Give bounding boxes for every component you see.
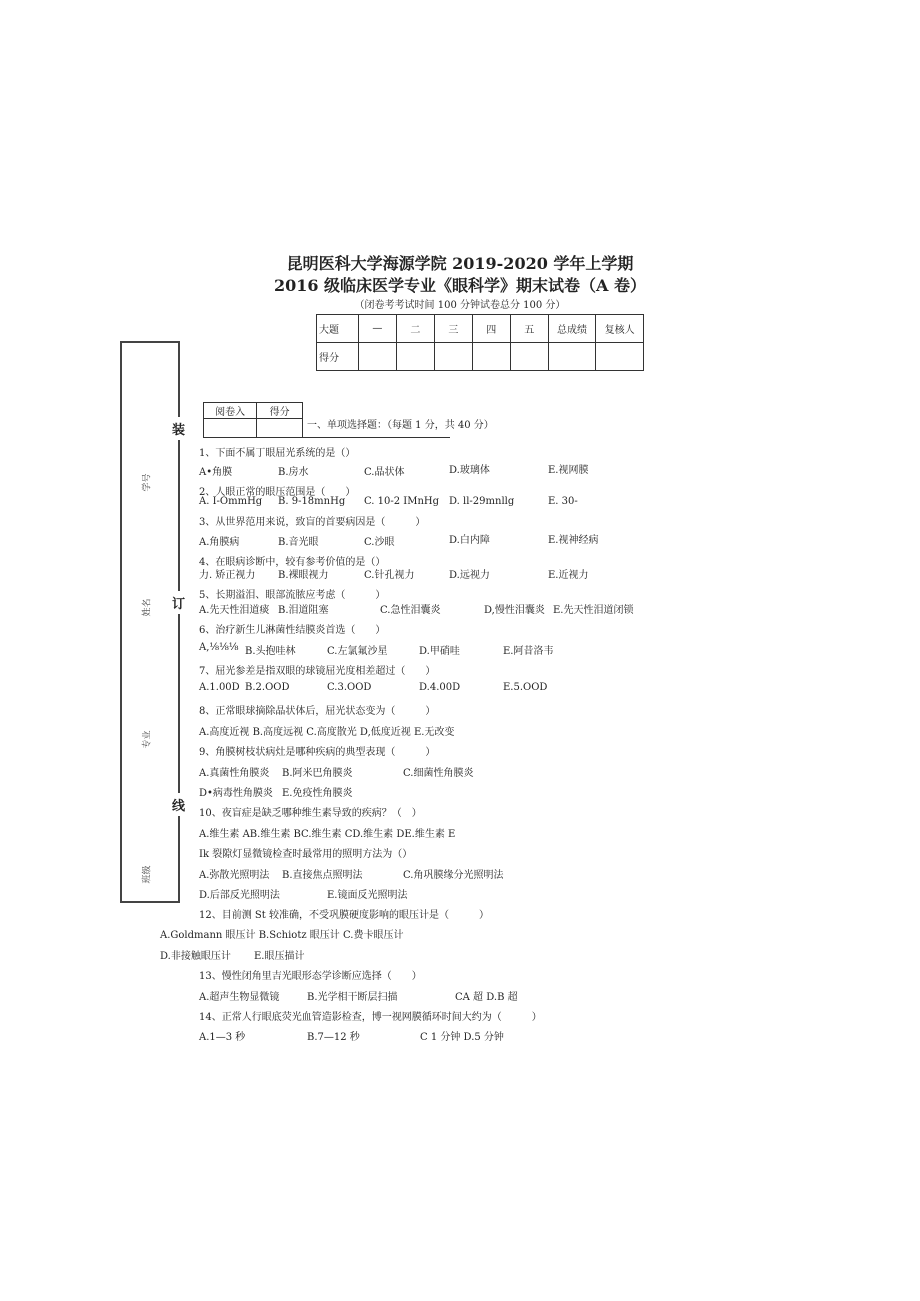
exam-title-line1: 昆明医科大学海源学院 2019-2020 学年上学期 — [286, 254, 634, 273]
question-stem: 9、角膜树枝状病灶是哪种疾病的典型表现（ ） — [199, 747, 436, 758]
answer-option[interactable]: B.泪道阻塞 — [278, 605, 329, 616]
question-stem: 2、人眼正常的眼压范围是（ ） — [199, 487, 356, 498]
answer-option[interactable]: B.光学相干断层扫描 — [307, 992, 398, 1003]
answer-option[interactable]: A.1—3 秒 — [199, 1032, 246, 1043]
answer-option[interactable]: A.弥散光照明法 — [199, 870, 270, 881]
answer-option[interactable]: A,⅛⅛⅛ — [199, 642, 239, 653]
sidebar-label-student-id: 学号 — [142, 473, 153, 492]
answer-option[interactable]: C.细菌性角膜炎 — [403, 768, 474, 779]
answer-option[interactable]: C.急性泪囊炎 — [380, 605, 441, 616]
answer-option[interactable]: A.超声生物显微镜 — [199, 992, 280, 1003]
score-header-cell: 总成绩 — [548, 315, 596, 343]
exam-title-line2: 2016 级临床医学专业《眼科学》期末试卷（A 卷） — [273, 276, 647, 295]
answer-option[interactable]: E.阿昔洛韦 — [503, 646, 554, 657]
question-stem: 7、屈光参差是指双眼的球镜屈光度相差超过（ ） — [199, 666, 436, 677]
score-row-label: 得分 — [317, 343, 359, 371]
answer-option[interactable]: D.玻璃体 — [449, 465, 490, 476]
answer-option[interactable]: B.7—12 秒 — [307, 1032, 360, 1043]
answer-option[interactable]: E.眼压描计 — [254, 951, 305, 962]
grader-cell[interactable] — [204, 419, 257, 438]
question-stem: 3、从世界范用来说，致盲的首要病因是（ ） — [199, 517, 426, 528]
score-header-cell: 四 — [472, 315, 510, 343]
question-stem: 8、正常眼球摘除晶状体后，屈光状态变为（ ） — [199, 706, 436, 717]
answer-option[interactable]: A.角膜病 — [199, 537, 240, 548]
exam-subtitle: （闭卷考考试时间 100 分钟试卷总分 100 分） — [354, 300, 566, 311]
answer-option[interactable]: D.4.00D — [419, 682, 461, 693]
answer-option[interactable]: E.视网膜 — [548, 465, 589, 476]
answer-option[interactable]: 力. 矫正视力 — [199, 570, 256, 581]
answer-option[interactable]: E.5.OOD — [503, 682, 548, 693]
score-header-cell: 复核人 — [596, 315, 644, 343]
answer-option[interactable]: C.角巩膜缘分光照明法 — [403, 870, 504, 881]
score-cell[interactable] — [596, 343, 644, 371]
section-underline — [303, 437, 450, 438]
answer-option[interactable]: A.真菌性角膜炎 — [199, 768, 270, 779]
question-stem: 14、正常人行眼底荧光血管造影检查，博一视网膜循环时间大约为（ ） — [199, 1012, 542, 1023]
score-cell[interactable] — [434, 343, 472, 371]
answer-option[interactable]: E.免疫性角膜炎 — [282, 788, 353, 799]
answer-option[interactable]: D.白内障 — [449, 535, 490, 546]
grader-cell[interactable] — [257, 419, 303, 438]
score-cell[interactable] — [396, 343, 434, 371]
answer-option[interactable]: B.音光眼 — [278, 537, 319, 548]
answer-option[interactable]: B.裸眼视力 — [278, 570, 329, 581]
sidebar-label-name: 姓名 — [142, 598, 153, 617]
answer-option[interactable]: D.后部反光照明法 — [199, 890, 280, 901]
question-stem: 1、下面不属丁眼屈光系统的是（） — [199, 448, 356, 459]
score-cell[interactable] — [472, 343, 510, 371]
grader-header: 得分 — [257, 403, 303, 419]
answer-option[interactable]: B. 9-18mnHg — [278, 496, 346, 507]
binding-mark-xian: 线 — [172, 793, 185, 816]
binding-mark-ding: 订 — [172, 591, 185, 614]
answer-option[interactable]: E.视神经病 — [548, 535, 599, 546]
answer-option[interactable]: B.2.OOD — [245, 682, 290, 693]
answer-option[interactable]: C.针孔视力 — [364, 570, 415, 581]
score-header-cell: 二 — [396, 315, 434, 343]
score-header-cell: 大题 — [317, 315, 359, 343]
answer-option[interactable]: A. I-OmmHg — [199, 496, 263, 507]
answer-option[interactable]: C.3.OOD — [327, 682, 372, 693]
question-stem: 12、目前测 St 较准确，不受巩膜硬度影响的眼压计是（ ） — [199, 910, 489, 921]
answer-option[interactable]: C.沙眼 — [364, 537, 395, 548]
answer-option[interactable]: A•角膜 — [199, 467, 233, 478]
question-stem: 4、在眼病诊断中，较有参考价值的是（） — [199, 557, 386, 568]
answer-option[interactable]: E.近视力 — [548, 570, 589, 581]
answer-option[interactable]: D. ll-29mnllg — [449, 496, 515, 507]
answer-option[interactable]: D•病毒性角膜炎 — [199, 788, 273, 799]
score-cell[interactable] — [358, 343, 396, 371]
question-stem: 10、夜盲症是缺乏哪种维生素导致的疾病？（ ） — [199, 808, 422, 819]
section-heading: 一、单项选择题：（每题 1 分，共 40 分） — [307, 420, 494, 431]
score-table — [316, 314, 644, 371]
answer-option[interactable]: A.1.00D — [199, 682, 240, 693]
answer-option[interactable]: A.先天性泪道痰 — [199, 605, 270, 616]
score-header-cell: 五 — [510, 315, 548, 343]
answer-option[interactable]: D.非接触眼压计 — [160, 951, 231, 962]
score-cell[interactable] — [510, 343, 548, 371]
answer-option[interactable]: E.先天性泪道闭锁 — [553, 605, 634, 616]
grader-header: 阅卷入 — [204, 403, 257, 419]
grader-table — [203, 402, 303, 438]
answer-option[interactable]: A.维生素 AB.维生素 BC.维生素 CD.维生素 DE.维生素 E — [199, 829, 456, 840]
answer-option[interactable]: C.左氯氟沙星 — [327, 646, 388, 657]
question-stem: 6、治疗新生儿淋菌性结膜炎首选（ ） — [199, 625, 386, 636]
answer-option[interactable]: B.头抱哇林 — [245, 646, 296, 657]
answer-option[interactable]: C. 10-2 IMnHg — [364, 496, 440, 507]
answer-option[interactable]: C 1 分钟 D.5 分钟 — [420, 1032, 504, 1043]
question-stem: Ik 裂隙灯显微镜检查时最常用的照明方法为（） — [199, 849, 413, 860]
sidebar-label-class: 班级 — [142, 865, 153, 884]
answer-option[interactable]: B.房水 — [278, 467, 309, 478]
question-stem: 5、长期溢泪、眼部流脓应考虑（ ） — [199, 590, 386, 601]
answer-option[interactable]: B.阿米巴角膜炎 — [282, 768, 353, 779]
answer-option[interactable]: A.Goldmann 眼压计 B.Schiotz 眼压计 C.费卡眼压计 — [160, 930, 404, 941]
answer-option[interactable]: E.镜面反光照明法 — [327, 890, 408, 901]
score-cell[interactable] — [548, 343, 596, 371]
answer-option[interactable]: D.远视力 — [449, 570, 490, 581]
binding-mark-zhuang: 装 — [172, 417, 185, 440]
answer-option[interactable]: A.高度近视 B.高度远视 C.高度散光 D,低度近视 E.无改变 — [199, 727, 455, 738]
sidebar-label-major: 专业 — [142, 730, 153, 749]
score-header-cell: 三 — [434, 315, 472, 343]
answer-option[interactable]: CA 超 D.B 超 — [455, 992, 518, 1003]
question-stem: 13、慢性闭角里吉光眼形态学诊断应选择（ ） — [199, 971, 422, 982]
answer-option[interactable]: D,慢性泪囊炎 — [484, 605, 545, 616]
answer-option[interactable]: E. 30- — [548, 496, 578, 507]
answer-option[interactable]: C.晶状体 — [364, 467, 405, 478]
score-header-cell: — — [358, 315, 396, 343]
answer-option[interactable]: D.甲硝哇 — [419, 646, 460, 657]
answer-option[interactable]: B.直接焦点照明法 — [282, 870, 363, 881]
